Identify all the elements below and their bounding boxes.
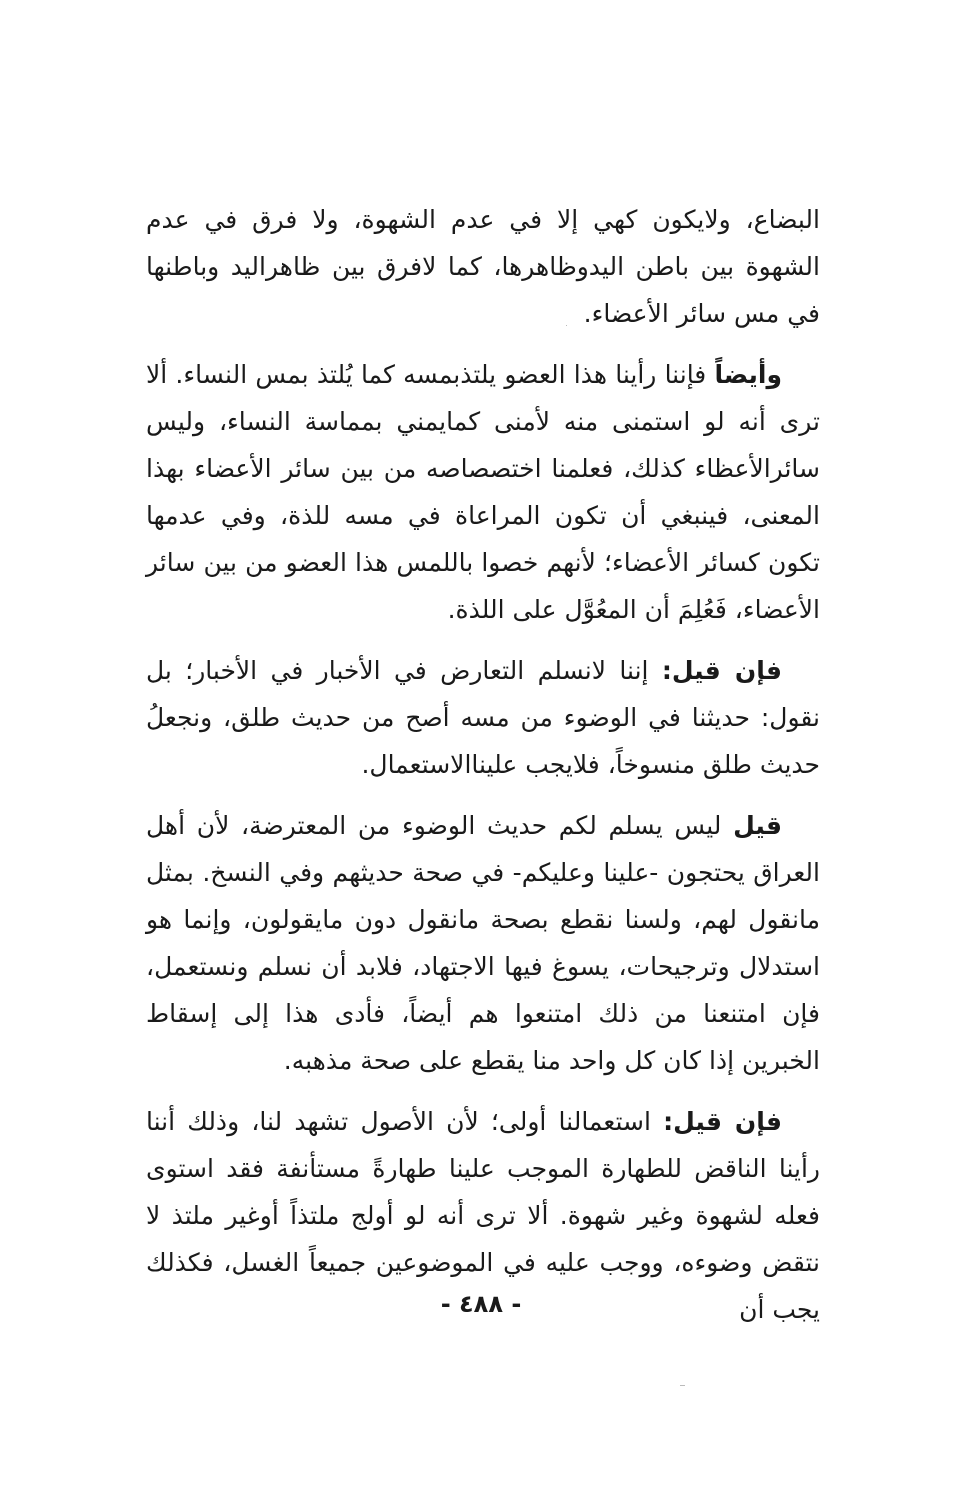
paragraph-1 <box>146 196 820 337</box>
paragraph-3-text: إننا لانسلم التعارض في الأخبار في الأخبار؛ بل نقول: حديثنا في الوضوء من مسه أصح من حديث طلق، ونجعلُ حديث طلق منسوخاً، فلايجب عليناالاستعمال. <box>146 656 820 779</box>
paragraph-4-lead: قيل <box>733 811 782 840</box>
page-number: - ٤٨٨ - <box>440 1290 522 1318</box>
paragraph-2-text: فإننا رأينا هذا العضو يلتذبمسه كما يُلتذ بمس النساء. ألا ترى أنه لو استمنى منه لأمنى كمايمني بمماسة النساء، وليس سائرالأعظاء كذلك، فعلمنا اختصصاصه من بين سائر الأعضاء بهذا المعنى، فينبغي أن تكون المراعاة في مسه للذة، وفي عدمها تكون كسائر الأعضاء؛ لأنهم خصوا باللمس هذا العضو من بين سائر الأعضاء، فَعُلِمَ أن المعُوَّل على اللذة. <box>146 360 820 624</box>
paragraph-4 <box>146 802 820 1084</box>
paragraph-5-lead: فإن قيل: <box>663 1107 782 1136</box>
paragraph-3-lead: فإن قيل: <box>661 656 782 685</box>
body-text <box>146 196 820 1347</box>
scan-speck <box>566 325 567 326</box>
paragraph-3 <box>146 647 820 788</box>
paragraph-5-text: استعمالنا أولى؛ لأن الأصول تشهد لنا، وذلك أننا رأينا الناقض للطهارة الموجب علينا طهارةً مستأنفة فقد استوى فعله لشهوة وغير شهوة. ألا ترى أنه لو أولج ملتذاً أوغير ملتذ لا نتقض وضوءه، ووجب عليه في الموضوعين جميعاً الغسل، فكذلك يجب أن <box>146 1107 820 1324</box>
paragraph-2-lead: وأيضاً <box>714 360 782 389</box>
paragraph-4-text: ليس يسلم لكم حديث الوضوء من المعترضة، لأن أهل العراق يحتجون -علينا وعليكم- في صحة حديثهم وفي النسخ. بمثل مانقول لهم، ولسنا نقطع بصحة مانقول دون مايقولون، وإنما هو استدلال وترجيحات، يسوغ فيها الاجتهاد، فلابد أن نسلم ونستعمل، فإن امتنعنا من ذلك امتنعوا هم أيضاً، فأدى هذا إلى إسقاط الخبرين إذا كان كل واحد منا يقطع على صحة مذهبه. <box>146 811 820 1075</box>
scan-speck <box>680 1385 685 1386</box>
paragraph-2 <box>146 351 820 633</box>
paragraph-1-text: البضاع، ولايكون كهي إلا في عدم الشهوة، ولا فرق في عدم الشهوة بين باطن اليدوظاهرها، كما لافرق بين ظاهراليد وباطنها في مس سائر الأعضاء. <box>146 205 820 328</box>
